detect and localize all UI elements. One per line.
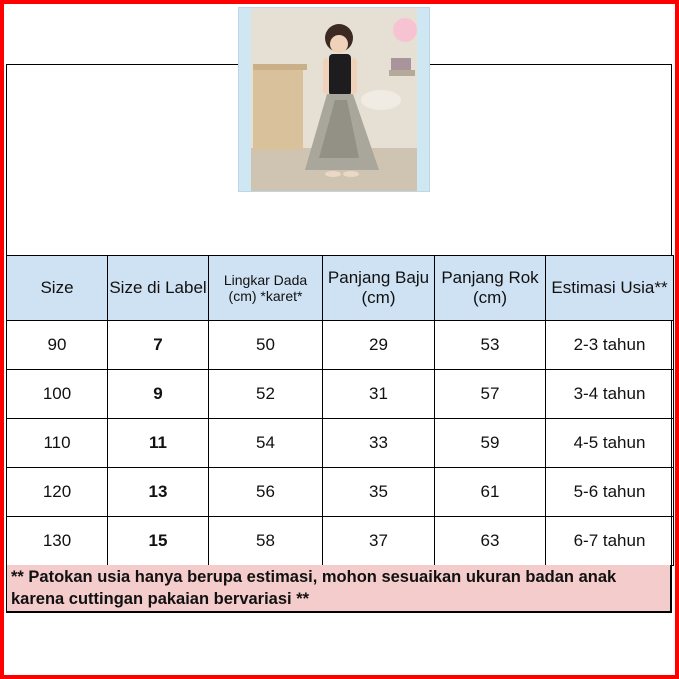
cell-top-length: 37: [323, 517, 435, 566]
cell-size: 100: [7, 370, 108, 419]
cell-top-length: 31: [323, 370, 435, 419]
table-row: [7, 468, 674, 517]
cell-top-length: 29: [323, 321, 435, 370]
cell-size: 130: [7, 517, 108, 566]
cell-size: 90: [7, 321, 108, 370]
cell-chest: 50: [209, 321, 323, 370]
header-size: Size: [7, 256, 108, 321]
cell-label: 11: [108, 419, 209, 468]
cell-chest: 56: [209, 468, 323, 517]
table-row: [7, 370, 674, 419]
cell-top-length: 33: [323, 419, 435, 468]
cell-size: 110: [7, 419, 108, 468]
cell-label: 7: [108, 321, 209, 370]
header-size-label: Size di Label: [108, 256, 209, 321]
age-estimate-note: ** Patokan usia hanya berupa estimasi, mohon sesuaikan ukuran badan anak karena cuttingan pakaian bervariasi **: [6, 565, 671, 612]
table-row: [7, 517, 674, 566]
table-row: [7, 419, 674, 468]
table-header-row: [7, 256, 674, 321]
cell-age: 5-6 tahun: [546, 468, 674, 517]
cell-skirt-length: 57: [435, 370, 546, 419]
header-skirt-length: Panjang Rok (cm): [435, 256, 546, 321]
cell-age: 4-5 tahun: [546, 419, 674, 468]
size-table: [6, 255, 674, 566]
cell-chest: 54: [209, 419, 323, 468]
cell-skirt-length: 63: [435, 517, 546, 566]
table-row: [7, 321, 674, 370]
cell-age: 2-3 tahun: [546, 321, 674, 370]
header-age: Estimasi Usia**: [546, 256, 674, 321]
cell-label: 9: [108, 370, 209, 419]
cell-chest: 52: [209, 370, 323, 419]
cell-size: 120: [7, 468, 108, 517]
cell-skirt-length: 61: [435, 468, 546, 517]
cell-skirt-length: 59: [435, 419, 546, 468]
cell-label: 15: [108, 517, 209, 566]
cell-skirt-length: 53: [435, 321, 546, 370]
header-chest: Lingkar Dada (cm) *karet*: [209, 256, 323, 321]
cell-top-length: 35: [323, 468, 435, 517]
cell-chest: 58: [209, 517, 323, 566]
cell-label: 13: [108, 468, 209, 517]
product-photo-illustration: [239, 8, 429, 191]
header-top-length: Panjang Baju (cm): [323, 256, 435, 321]
product-photo: [238, 7, 430, 192]
cell-age: 3-4 tahun: [546, 370, 674, 419]
cell-age: 6-7 tahun: [546, 517, 674, 566]
